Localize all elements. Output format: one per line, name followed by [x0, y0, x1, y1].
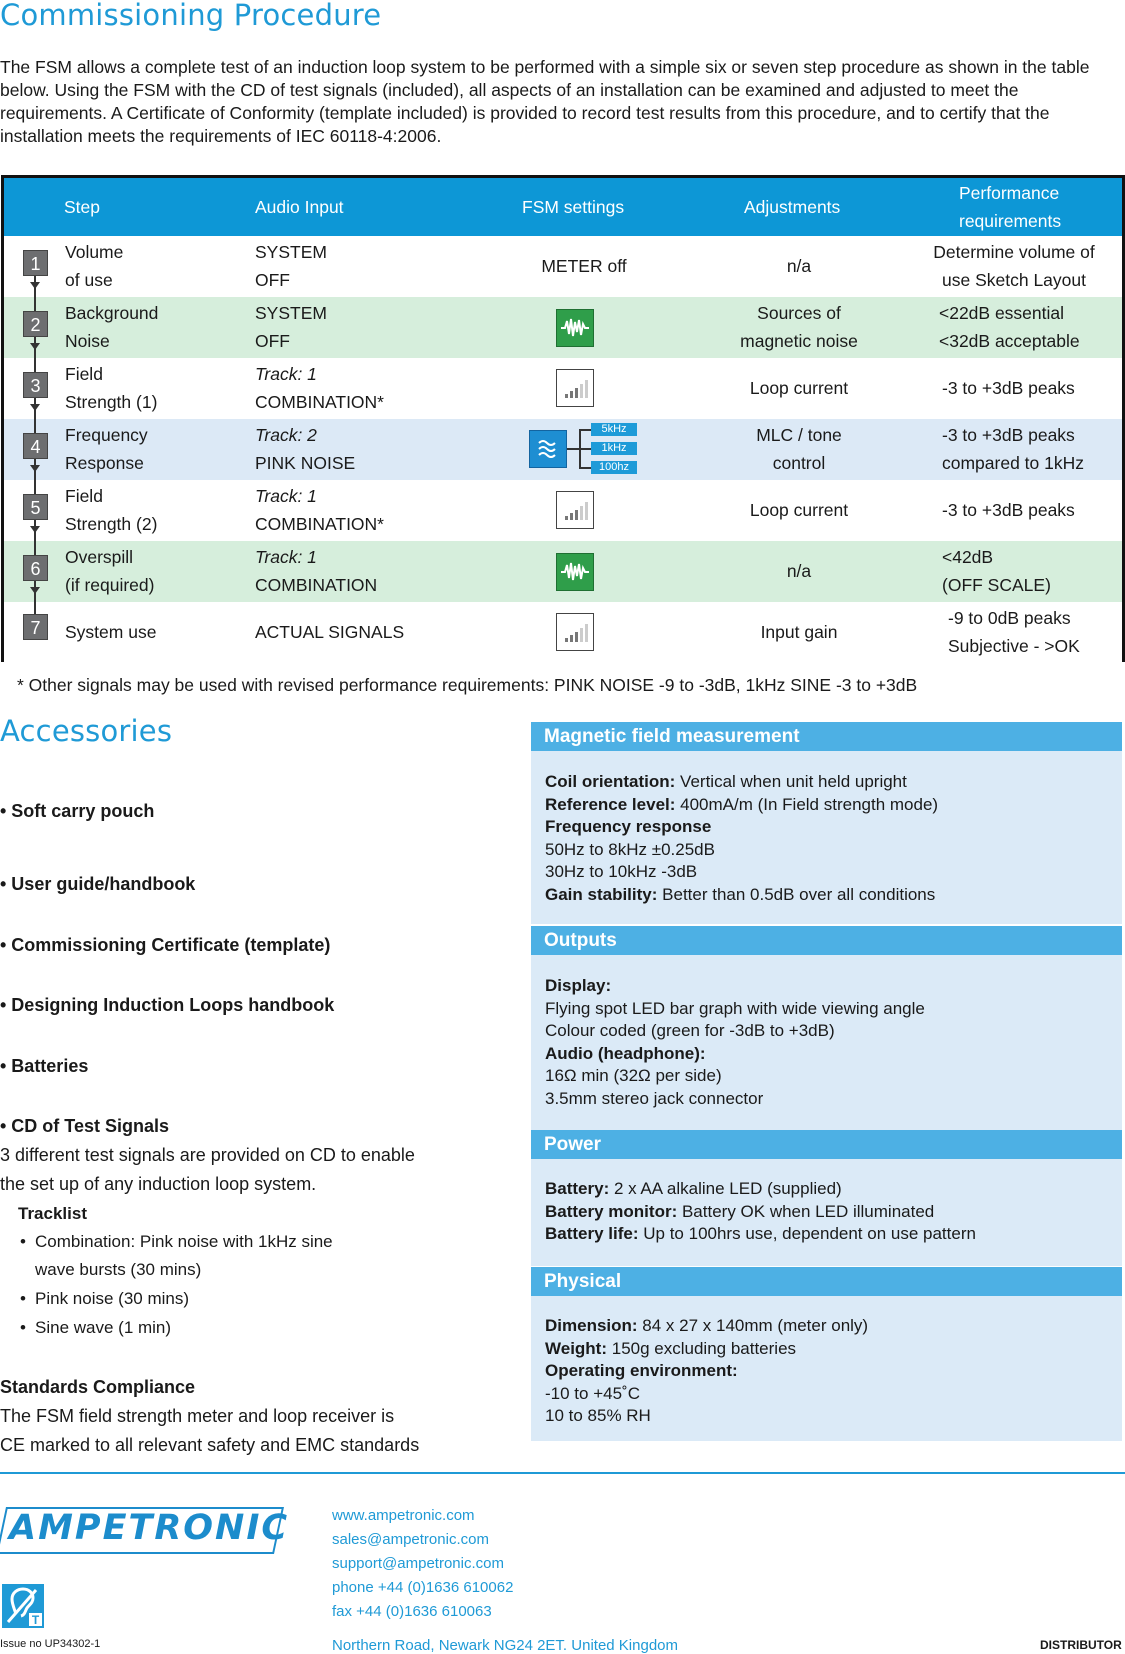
accessory-item: • CD of Test Signals: [0, 1116, 169, 1136]
page-title: Commissioning Procedure: [0, 0, 382, 32]
table-header: [4, 178, 1122, 236]
adjustment: n/a: [786, 256, 812, 276]
audio-input: SYSTEM OFF: [255, 242, 327, 290]
distributor-label: DISTRIBUTOR: [1040, 1638, 1122, 1652]
step-number: 4: [23, 433, 48, 459]
spec-line: Colour coded (green for -3dB to +3dB): [545, 1021, 835, 1040]
connector-line: [579, 429, 591, 431]
signal-bars-icon: [556, 613, 594, 651]
spec-line: 50Hz to 8kHz ±0.25dB: [545, 839, 715, 859]
performance: <42dB (OFF SCALE): [942, 547, 1051, 595]
commissioning-table: [1, 175, 1125, 662]
step-name: System use: [65, 622, 157, 642]
header-adjustments: Adjustments: [744, 197, 841, 217]
tracklist-title: Tracklist: [18, 1204, 87, 1223]
step-number: 2: [23, 311, 48, 337]
audio-input: Track: 1 COMBINATION*: [255, 486, 384, 534]
audio-input: Track: 2 PINK NOISE: [255, 425, 356, 473]
table-row: [4, 541, 1122, 602]
step-name: Background Noise: [65, 303, 159, 351]
spec-line: 16Ω min (32Ω per side): [545, 1066, 722, 1085]
filter-wave-icon: [529, 430, 567, 468]
audio-input: SYSTEM OFF: [255, 303, 327, 351]
spec-line: Coil orientation: Vertical when unit held upright: [545, 772, 907, 791]
performance: Determine volume of use Sketch Layout: [933, 242, 1095, 290]
svg-text:T: T: [31, 1613, 40, 1627]
spec-line: Reference level: 400mA/m (In Field strength mode): [545, 794, 939, 814]
accessories-title: Accessories: [0, 714, 173, 748]
spec-line: Dimension: 84 x 27 x 140mm (meter only): [545, 1316, 869, 1335]
arrow-down-icon: [30, 343, 40, 350]
spec-header-outputs: Outputs: [531, 926, 1122, 955]
spec-line: Frequency response: [545, 817, 712, 836]
freq-tag-1khz: 1kHz: [591, 442, 637, 455]
step-number: 7: [23, 614, 48, 640]
audio-input: Track: 1 COMBINATION*: [255, 364, 384, 412]
signal-bars-icon: [556, 491, 594, 529]
header-fsm-settings: FSM settings: [522, 197, 625, 217]
spec-header-magnetic: Magnetic field measurement: [531, 722, 1122, 751]
spec-body-power: [531, 1159, 1122, 1266]
spec-line: Gain stability: Better than 0.5dB over all conditions: [545, 884, 936, 904]
spec-header-physical: Physical: [531, 1267, 1122, 1296]
intro-paragraph: The FSM allows a complete test of an induction loop system to be performed with a simple six or seven step procedure as shown in the table below. Using the FSM with the CD of test signals (included), all aspects of an installation can be examined and adjusted to meet the requirements. A Certificate of Conformity (template included) is provided to record test results from this procedure, and to certify that the installation meets the requirements of IEC 60118-4:2006.: [0, 57, 1090, 146]
spec-line: Battery monitor: Battery OK when LED illuminated: [545, 1201, 935, 1221]
accessory-item: • Commissioning Certificate (template): [0, 935, 331, 955]
spec-line: 30Hz to 10kHz -3dB: [545, 862, 698, 881]
step-name: Overspill (if required): [65, 547, 155, 595]
standards-text: The FSM field strength meter and loop receiver is: [0, 1406, 395, 1426]
spec-line: 3.5mm stereo jack connector: [545, 1088, 764, 1108]
spec-body-outputs: [531, 955, 1122, 1130]
noise-wave-icon: [556, 553, 594, 591]
accessory-item: • Batteries: [0, 1056, 89, 1076]
support-email-link[interactable]: support@ampetronic.com: [332, 1555, 504, 1572]
track-item: Sine wave (1 min): [35, 1318, 172, 1337]
step-number: 1: [23, 250, 48, 276]
footer-divider: [0, 1472, 1125, 1474]
track-item: Pink noise (30 mins): [35, 1289, 190, 1308]
spec-header-power: Power: [531, 1130, 1122, 1159]
adjustment: Input gain: [760, 622, 838, 642]
step-number: 5: [23, 494, 48, 520]
arrow-down-icon: [30, 282, 40, 289]
audio-input: ACTUAL SIGNALS: [255, 622, 405, 642]
performance: -3 to +3dB peaks compared to 1kHz: [942, 425, 1085, 473]
step-name: Field Strength (1): [65, 364, 158, 412]
spec-line: Operating environment:: [545, 1361, 738, 1380]
track-bullet: •: [20, 1289, 26, 1308]
spec-line: Battery: 2 x AA alkaline LED (supplied): [545, 1179, 842, 1198]
step-name: Frequency Response: [65, 425, 148, 473]
spec-line: -10 to +45˚C: [545, 1383, 640, 1403]
connector-line: [579, 467, 591, 469]
adjustment: Sources of magnetic noise: [740, 303, 858, 351]
adjustment: n/a: [786, 561, 812, 581]
standards-text: CE marked to all relevant safety and EMC standards: [0, 1435, 420, 1455]
table-footnote: * Other signals may be used with revised performance requirements: PINK NOISE -9 to -3dB, 1kHz SINE -3 to +3dB: [17, 675, 918, 695]
spec-line: Weight: 150g excluding batteries: [545, 1338, 797, 1358]
cd-description: 3 different test signals are provided on CD to enable: [0, 1145, 415, 1165]
header-step: Step: [64, 197, 100, 217]
accessory-item: • Soft carry pouch: [0, 801, 155, 821]
website-link[interactable]: www.ampetronic.com: [332, 1507, 475, 1524]
track-bullet: •: [20, 1232, 26, 1251]
spec-line: Flying spot LED bar graph with wide viewing angle: [545, 998, 925, 1018]
step-name: Field Strength (2): [65, 486, 158, 534]
connector-line: [567, 448, 579, 450]
cd-description: the set up of any induction loop system.: [0, 1174, 317, 1194]
spec-body-physical: [531, 1296, 1122, 1441]
fax-number: fax +44 (0)1636 610063: [332, 1603, 492, 1620]
table-row: [4, 358, 1122, 419]
spec-line: Display:: [545, 976, 612, 995]
performance: -9 to 0dB peaks Subjective - >OK: [948, 608, 1080, 656]
header-audio-input: Audio Input: [255, 197, 344, 217]
spec-line: 10 to 85% RH: [545, 1406, 651, 1425]
table-row: [4, 480, 1122, 541]
audio-input: Track: 1 COMBINATION: [255, 547, 378, 595]
connector-line: [579, 448, 591, 450]
freq-tag-100hz: 100hz: [591, 461, 637, 474]
table-row: [4, 419, 1122, 480]
table-row: [4, 297, 1122, 358]
arrow-down-icon: [30, 526, 40, 533]
accessory-item: • User guide/handbook: [0, 874, 196, 894]
adjustment: Loop current: [749, 500, 849, 520]
noise-wave-icon: [556, 309, 594, 347]
arrow-down-icon: [30, 465, 40, 472]
spec-line: Audio (headphone):: [545, 1043, 706, 1063]
track-item: Combination: Pink noise with 1kHz sine: [35, 1232, 333, 1251]
issue-number: Issue no UP34302-1: [0, 1638, 101, 1650]
performance: <22dB essential <32dB acceptable: [939, 303, 1080, 351]
address: Northern Road, Newark NG24 2ET. United Kingdom: [332, 1637, 678, 1654]
performance: -3 to +3dB peaks: [942, 500, 1075, 520]
track-item: wave bursts (30 mins): [35, 1260, 202, 1279]
spec-body-magnetic: [531, 751, 1122, 924]
standards-title: Standards Compliance: [0, 1377, 196, 1397]
arrow-down-icon: [30, 587, 40, 594]
performance: -3 to +3dB peaks: [942, 378, 1075, 398]
hearing-loop-icon: [2, 1584, 44, 1628]
spec-line: Battery life: Up to 100hrs use, dependent on use pattern: [545, 1224, 976, 1243]
logo-text: AMPETRONIC: [9, 1508, 290, 1548]
signal-bars-icon: [556, 369, 594, 407]
table-row: [4, 236, 1122, 297]
track-bullet: •: [20, 1318, 26, 1337]
step-number: 3: [23, 372, 48, 398]
phone-number: phone +44 (0)1636 610062: [332, 1579, 514, 1596]
adjustment: MLC / tone control: [756, 425, 842, 473]
step-number: 6: [23, 555, 48, 581]
header-performance: Performance: [959, 183, 1060, 203]
freq-tag-5khz: 5kHz: [591, 423, 637, 436]
table-row: [4, 602, 1122, 663]
arrow-down-icon: [30, 404, 40, 411]
step-name: Volume of use: [65, 242, 124, 290]
fsm-setting: METER off: [541, 256, 627, 276]
header-requirements: requirements: [959, 211, 1062, 231]
adjustment: Loop current: [749, 378, 849, 398]
accessory-item: • Designing Induction Loops handbook: [0, 995, 335, 1015]
sales-email-link[interactable]: sales@ampetronic.com: [332, 1531, 489, 1548]
